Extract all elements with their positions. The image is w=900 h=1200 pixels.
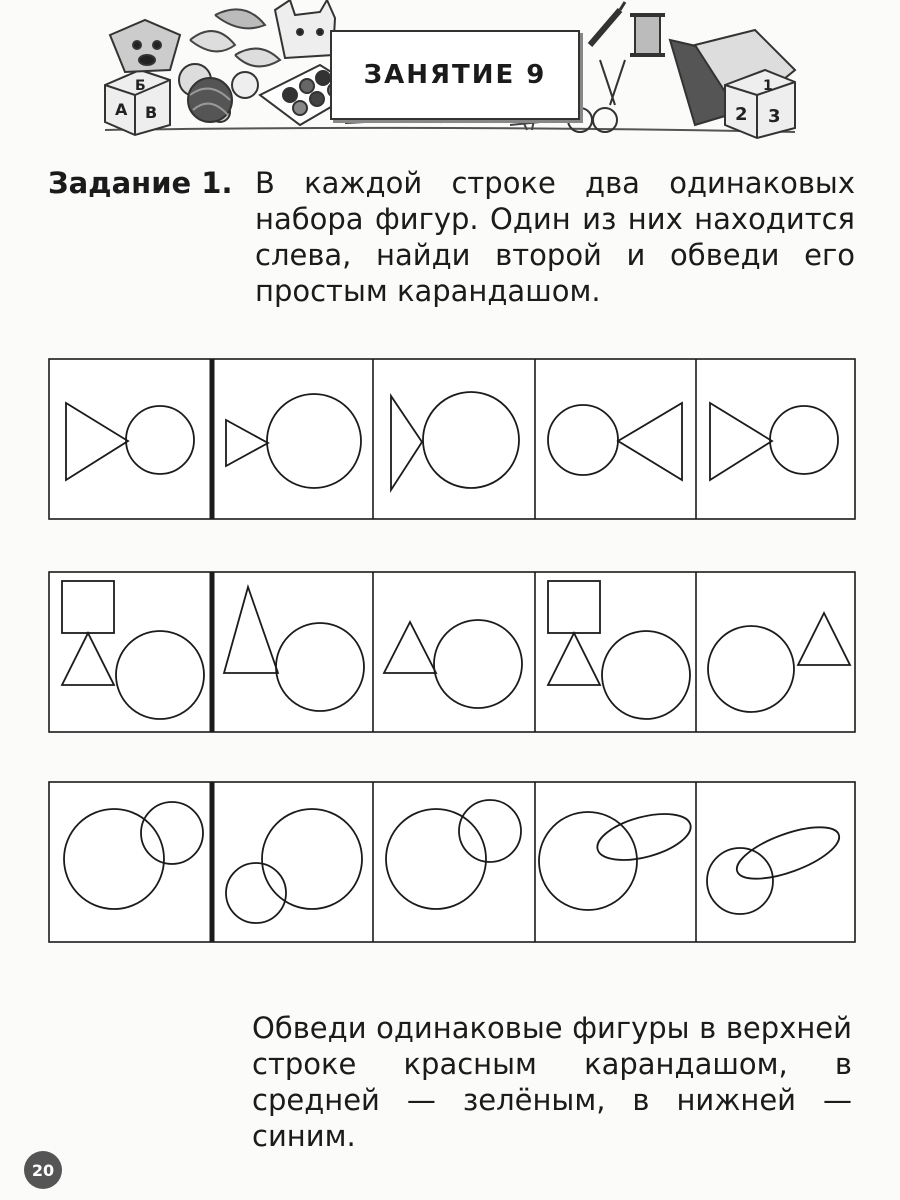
task-label: Задание 1. xyxy=(48,166,233,200)
leaves-icon xyxy=(190,9,280,66)
block-letter: Б xyxy=(135,78,146,94)
cat-icon xyxy=(275,0,335,58)
block-letter: В xyxy=(145,103,158,122)
coloring-instruction: Обведи одинаковые фигуры в верхней строке красным карандашом, в средней — зелёным, в нижней — синим. xyxy=(252,1011,852,1153)
shapes-row-3 xyxy=(48,781,856,941)
lesson-title: ЗАНЯТИЕ 9 xyxy=(330,30,580,120)
block-digit: 2 xyxy=(735,104,748,125)
shapes-row-2 xyxy=(48,571,856,731)
shape-cell xyxy=(49,359,855,519)
page-number: 20 xyxy=(24,1151,62,1189)
yarn-ball-icon xyxy=(188,78,232,122)
block-digit: 1 xyxy=(763,78,773,94)
thread-spool-icon xyxy=(630,15,665,55)
shapes-row-1 xyxy=(48,358,856,518)
dog-icon xyxy=(110,20,180,72)
block-digit: 3 xyxy=(768,106,781,127)
button-icon xyxy=(232,72,258,98)
pencil-icon xyxy=(590,2,625,45)
task-instruction: В каждой строке два одинаковых набора фигур. Один из них находится слева, найди второй и обведи его простым карандашом. xyxy=(255,166,855,308)
block-letter: А xyxy=(115,100,128,119)
shape-cell xyxy=(49,782,855,942)
